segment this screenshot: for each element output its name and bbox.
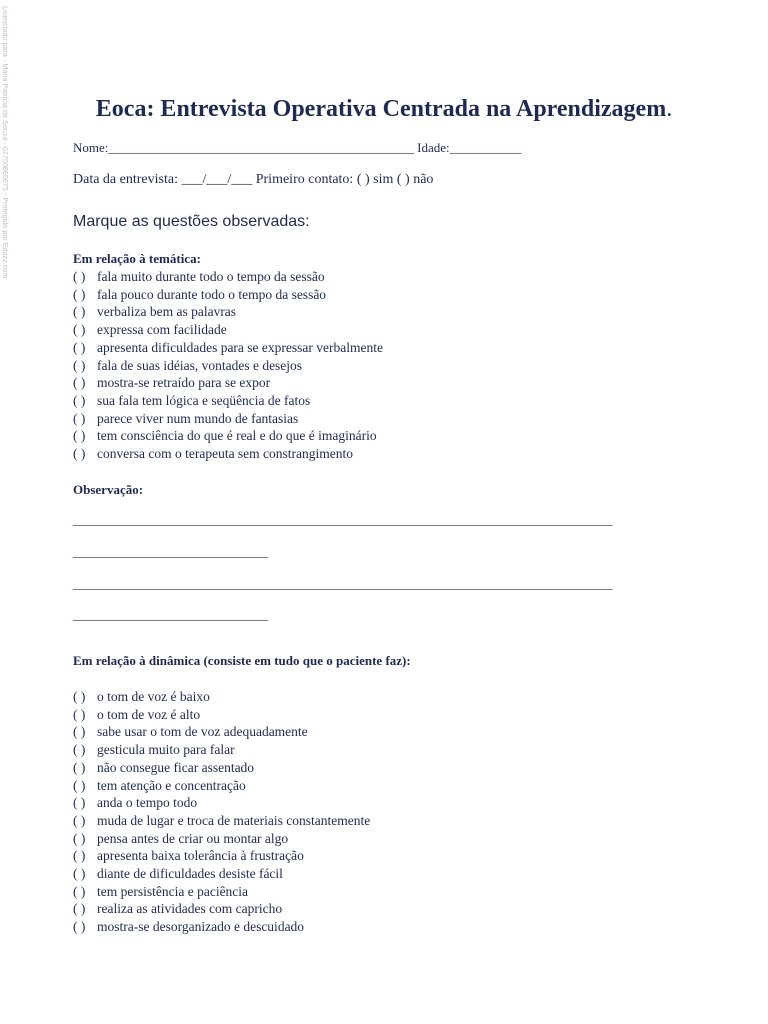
item-text: conversa com o terapeuta sem constrangimento	[97, 446, 354, 462]
item-text: tem atenção e concentração	[97, 777, 246, 793]
item-text: tem consciência do que é real e do que é imaginário	[97, 428, 377, 444]
checkbox: ( )	[73, 706, 86, 722]
checkbox: ( )	[73, 304, 86, 320]
item-text: fala pouco durante todo o tempo da sessão	[97, 286, 327, 302]
watermark-text: Licenciado para - Maria Patrícia de Souza - 02750865675 - Protegido por Eduzz.com	[1, 6, 8, 279]
list-item	[73, 357, 383, 375]
checkbox: ( )	[73, 830, 86, 846]
item-text: fala de suas idéias, vontades e desejos	[97, 357, 303, 373]
item-text: realiza as atividades com capricho	[97, 901, 283, 917]
checkbox: ( )	[73, 375, 86, 391]
title-end: .	[666, 96, 673, 122]
list-item	[73, 759, 370, 777]
checkbox: ( )	[73, 410, 86, 426]
list-item	[73, 303, 383, 321]
list-item	[73, 706, 370, 724]
item-text: gesticula muito para falar	[97, 742, 235, 758]
list-item	[73, 918, 370, 936]
dinamica-list	[73, 688, 370, 936]
checkbox: ( )	[73, 777, 86, 793]
checkbox: ( )	[73, 883, 86, 899]
checkbox: ( )	[73, 866, 86, 882]
item-text: muda de lugar e troca de materiais constantemente	[97, 812, 371, 828]
item-text: apresenta dificuldades para se expressar verbalmente	[97, 339, 383, 355]
checkbox: ( )	[73, 428, 86, 444]
checkbox: ( )	[73, 724, 86, 740]
list-item	[73, 392, 383, 410]
tematica-heading: Em relação à temática:	[73, 251, 201, 266]
checkbox: ( )	[73, 689, 86, 704]
list-item	[73, 688, 370, 706]
license-watermark	[0, 0, 12, 290]
list-item	[73, 883, 370, 901]
instruction-text: Marque as questões observadas:	[73, 213, 310, 230]
list-item	[73, 723, 370, 741]
item-text: verbaliza bem as palavras	[97, 304, 237, 320]
item-text: diante de dificuldades desiste fácil	[97, 866, 283, 882]
item-text: o tom de voz é baixo	[97, 689, 210, 704]
item-text: pensa antes de criar ou montar algo	[97, 830, 289, 846]
item-text: não consegue ficar assentado	[97, 759, 255, 775]
item-text: apresenta baixa tolerância à frustração	[97, 848, 304, 864]
checkbox: ( )	[73, 848, 86, 864]
checkbox: ( )	[73, 339, 86, 355]
name-age-line: Nome:_______________________________________________ Idade:___________	[73, 140, 522, 155]
observation-line-2: ______________________________	[73, 544, 268, 559]
checkbox: ( )	[73, 269, 86, 284]
list-item	[73, 741, 370, 759]
checkbox: ( )	[73, 742, 86, 758]
list-item	[73, 865, 370, 883]
list-item	[73, 374, 383, 392]
item-text: anda o tempo todo	[97, 795, 198, 811]
item-text: sua fala tem lógica e seqüência de fatos	[97, 392, 311, 408]
checkbox: ( )	[73, 286, 86, 302]
list-item	[73, 339, 383, 357]
dinamica-heading: Em relação à dinâmica (consiste em tudo que o paciente faz):	[73, 653, 411, 668]
list-item	[73, 321, 383, 339]
checkbox: ( )	[73, 357, 86, 373]
item-text: expressa com facilidade	[97, 322, 227, 338]
checkbox: ( )	[73, 446, 86, 462]
checkbox: ( )	[73, 322, 86, 338]
list-item	[73, 812, 370, 830]
observation-line-3: ___________________________________________________________________________________	[73, 576, 613, 591]
tematica-list	[73, 268, 383, 463]
checkbox: ( )	[73, 812, 86, 828]
list-item	[73, 445, 383, 463]
list-item	[73, 847, 370, 865]
item-text: sabe usar o tom de voz adequadamente	[97, 724, 308, 740]
item-text: mostra-se desorganizado e descuidado	[97, 919, 305, 935]
item-text: o tom de voz é alto	[97, 706, 201, 722]
item-text: tem persistência e paciência	[97, 883, 249, 899]
list-item	[73, 794, 370, 812]
checkbox: ( )	[73, 919, 86, 935]
item-text: mostra-se retraído para se expor	[97, 375, 271, 391]
list-item	[73, 830, 370, 848]
list-item	[73, 427, 383, 445]
item-text: parece viver num mundo de fantasias	[97, 410, 299, 426]
list-item	[73, 410, 383, 428]
list-item	[73, 777, 370, 795]
observacao-heading: Observação:	[73, 482, 144, 497]
list-item	[73, 286, 383, 304]
checkbox: ( )	[73, 392, 86, 408]
checkbox: ( )	[73, 795, 86, 811]
list-item	[73, 900, 370, 918]
observation-line-4: ______________________________	[73, 607, 268, 622]
interview-date-line: Data da entrevista: ___/___/___ Primeiro contato: ( ) sim ( ) não	[73, 172, 434, 187]
title-text: Eoca: Entrevista Operativa Centrada na Aprendizagem	[95, 96, 667, 122]
page-title	[0, 96, 768, 123]
observation-line-1: ___________________________________________________________________________________	[73, 512, 613, 527]
list-item	[73, 268, 383, 286]
checkbox: ( )	[73, 901, 86, 917]
checkbox: ( )	[73, 759, 86, 775]
item-text: fala muito durante todo o tempo da sessão	[97, 269, 325, 284]
